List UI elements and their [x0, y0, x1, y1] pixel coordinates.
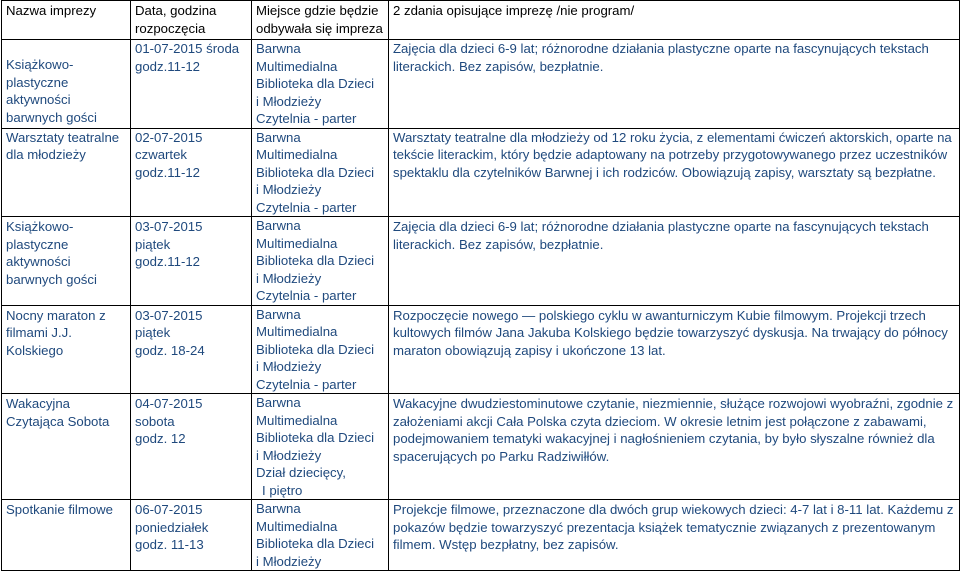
place-line: Barwna: [256, 306, 301, 322]
event-date: 03-07-2015 piątek godz. 18-24: [131, 305, 252, 394]
table-row: [2, 394, 960, 500]
table-row: [2, 500, 960, 571]
place-line: Multimedialna: [256, 518, 338, 534]
event-date: 03-07-2015 piątek godz.11-12: [131, 217, 252, 306]
event-date: 06-07-2015 poniedziałek godz. 11-13: [131, 500, 252, 571]
event-place: [252, 394, 389, 500]
table-row: [2, 40, 960, 129]
header-row: [2, 1, 960, 40]
place-line: Barwna: [256, 501, 301, 516]
event-description: Zajęcia dla dzieci 6-9 lat; różnorodne działania plastyczne oparte na fascynujących tekstach literackich. Bez zapisów, bezpłatnie.: [389, 217, 960, 306]
event-name: Książkowo- plastyczne aktywności barwnych gości: [2, 40, 131, 129]
place-line: Czytelnia - parter: [256, 199, 357, 215]
events-table: [1, 0, 960, 571]
place-line: Czytelnia - parter: [256, 376, 357, 392]
place-line: Biblioteka dla Dzieci: [256, 253, 375, 268]
place-line: Barwna: [256, 395, 301, 410]
place-line: I piętro: [262, 482, 303, 498]
place-line: Biblioteka dla Dzieci: [256, 164, 375, 180]
place-line: Biblioteka dla Dzieci: [256, 76, 375, 91]
header-description: 2 zdania opisujące imprezę /nie program/: [389, 1, 960, 40]
place-line: Barwna: [256, 218, 301, 233]
place-line: i Młodzieży: [256, 359, 322, 374]
place-line: i Młodzieży: [256, 93, 322, 109]
place-line: Dział dziecięcy,: [256, 465, 346, 480]
event-place: [252, 40, 389, 129]
place-line: i Młodzieży: [256, 447, 322, 463]
header-name: Nazwa imprezy: [2, 1, 131, 40]
header-place: Miejsce gdzie będzie odbywała się impreza: [252, 1, 389, 40]
event-name: Książkowo- plastyczne aktywności barwnych gości: [2, 217, 131, 306]
place-line: Multimedialna: [256, 147, 338, 162]
table-row: [2, 128, 960, 217]
event-date: 02-07-2015 czwartek godz.11-12: [131, 128, 252, 217]
place-line: Barwna: [256, 129, 301, 145]
place-line: Biblioteka dla Dzieci: [256, 341, 375, 357]
place-line: Multimedialna: [256, 324, 338, 339]
event-description: Projekcje filmowe, przeznaczone dla dwóch grup wiekowych dzieci: 4-7 lat i 8-11 lat. Każdemu z pokazów będzie towarzyszyć prezentacja książek tematycznie związanych z prezentowanym filmem. Wstęp bezpłatny, bez zapisów.: [389, 500, 960, 571]
place-line: Multimedialna: [256, 235, 338, 251]
header-date: Data, godzina rozpoczęcia: [131, 1, 252, 40]
event-name: Spotkanie filmowe: [2, 500, 131, 571]
event-description: Warsztaty teatralne dla młodzieży od 12 roku życia, z elementami ćwiczeń aktorskich, oparte na tekście literackim, który będzie adaptowany na potrzeby przygotowywanego przez uczestników spektaklu dla czytelników Barwnej i ich rodziców. Obowiązują zapisy, warsztaty są bezpłatne.: [389, 128, 960, 217]
event-place: [252, 128, 389, 217]
place-line: Czytelnia - parter: [256, 288, 357, 303]
event-place: [252, 305, 389, 394]
event-place: [252, 500, 389, 571]
place-line: Czytelnia - parter: [256, 111, 357, 126]
place-line: Biblioteka dla Dzieci: [256, 536, 375, 551]
event-place: [252, 217, 389, 306]
event-name: Warsztaty teatralne dla młodzieży: [2, 128, 131, 217]
place-line: Biblioteka dla Dzieci: [256, 430, 375, 445]
place-line: i Młodzieży: [256, 553, 322, 569]
place-line: Barwna: [256, 41, 301, 56]
event-name: Nocny maraton z filmami J.J. Kolskiego: [2, 305, 131, 394]
event-name: Wakacyjna Czytająca Sobota: [2, 394, 131, 500]
place-line: i Młodzieży: [256, 270, 322, 286]
table-row: [2, 305, 960, 394]
place-line: i Młodzieży: [256, 182, 322, 197]
place-line: Multimedialna: [256, 58, 338, 74]
event-date: 04-07-2015 sobota godz. 12: [131, 394, 252, 500]
place-line: Multimedialna: [256, 412, 338, 428]
event-description: Wakacyjne dwudziestominutowe czytanie, niezmiennie, służące rozwojowi wyobraźni, zgodnie z założeniami akcji Cała Polska czyta dzieciom. W okresie letnim jest połączone z zabawami, podejmowaniem tematyki wakacyjnej i nagłośnieniem czytania, by było słyszalne również dla spacerujących po Parku Radziwiłłów.: [389, 394, 960, 500]
event-description: Rozpoczęcie nowego — polskiego cyklu w awanturniczym Kubie filmowym. Projekcji trzech kultowych filmów Jana Jakuba Kolskiego będzie towarzyszyć dyskusja. Na trwający do północy maraton obowiązują zapisy i ukończone 13 lat.: [389, 305, 960, 394]
event-date: 01-07-2015 środa godz.11-12: [131, 40, 252, 129]
event-description: Zajęcia dla dzieci 6-9 lat; różnorodne działania plastyczne oparte na fascynujących tekstach literackich. Bez zapisów, bezpłatnie.: [389, 40, 960, 129]
table-row: [2, 217, 960, 306]
